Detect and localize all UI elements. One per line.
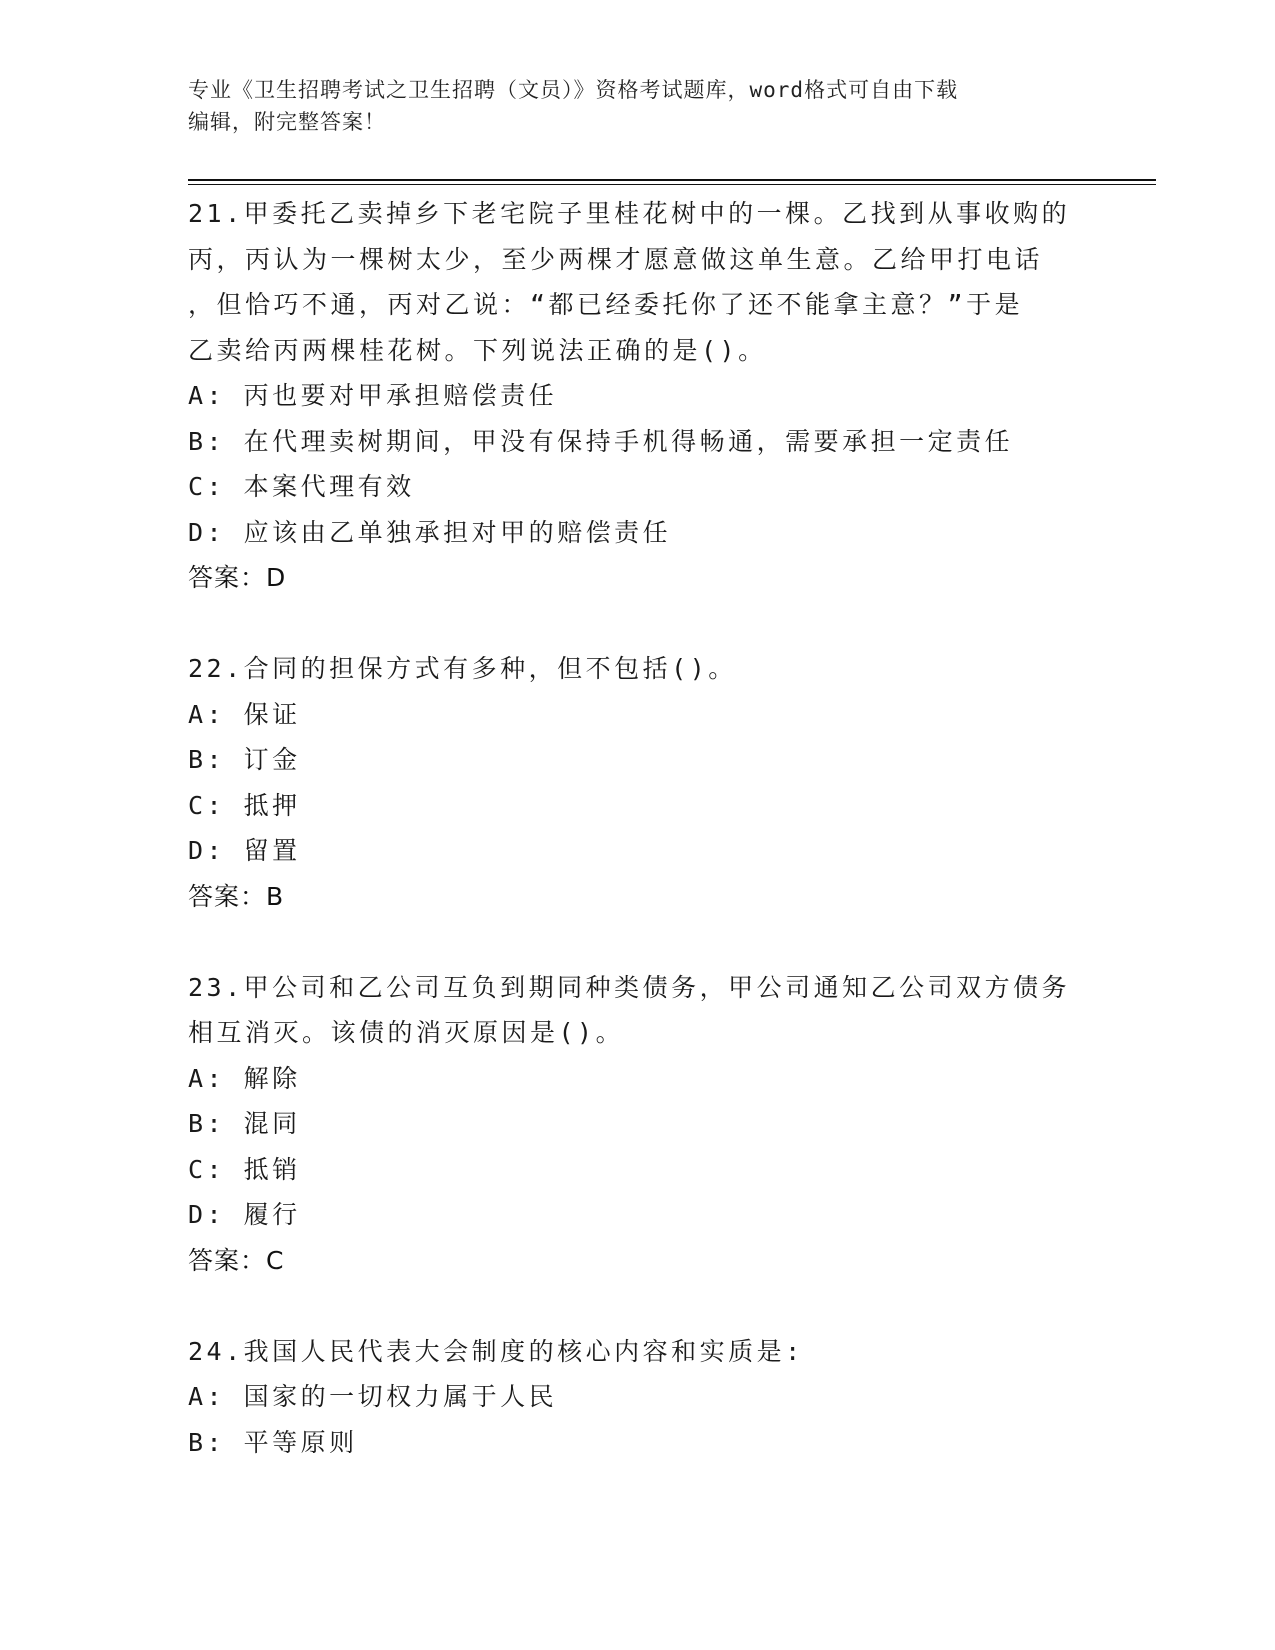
document-header bbox=[188, 74, 1088, 138]
option-key: C: bbox=[188, 790, 226, 820]
option-a bbox=[188, 373, 1088, 419]
option-text: 平等原则 bbox=[243, 1427, 358, 1457]
header-line-2: 编辑，附完整答案！ bbox=[188, 110, 386, 134]
option-key: B: bbox=[188, 426, 226, 456]
question-stem-line: 相互消灭。该债的消灭原因是()。 bbox=[188, 1018, 625, 1047]
question-stem-line: 21.甲委托乙卖掉乡下老宅院子里桂花树中的一棵。乙找到从事收购的 bbox=[188, 199, 1071, 228]
option-text: 国家的一切权力属于人民 bbox=[243, 1382, 558, 1411]
question-stem-line: 24.我国人民代表大会制度的核心内容和实质是: bbox=[188, 1336, 804, 1366]
question-spacer bbox=[188, 919, 1088, 965]
question-list bbox=[188, 191, 1088, 1465]
option-text: 在代理卖树期间，甲没有保持手机得畅通，需要承担一定责任 bbox=[243, 426, 1014, 456]
option-text: 抵销 bbox=[243, 1154, 301, 1184]
answer-line: 答案：B bbox=[188, 881, 285, 911]
option-key: B: bbox=[188, 1109, 226, 1138]
question-24 bbox=[188, 1329, 1088, 1466]
option-c bbox=[188, 783, 1088, 829]
option-key: C: bbox=[188, 472, 226, 501]
option-key: D: bbox=[188, 1200, 226, 1229]
question-21 bbox=[188, 191, 1088, 601]
option-text: 保证 bbox=[243, 699, 301, 729]
option-a bbox=[188, 1374, 1088, 1420]
option-text: 抵押 bbox=[243, 790, 301, 820]
option-d bbox=[188, 828, 1088, 874]
answer-line: 答案：D bbox=[188, 563, 287, 592]
question-spacer bbox=[188, 601, 1088, 647]
option-c bbox=[188, 464, 1088, 510]
option-key: A: bbox=[188, 1063, 226, 1093]
option-key: B: bbox=[188, 745, 226, 774]
question-22 bbox=[188, 646, 1088, 919]
question-stem-line: 丙，丙认为一棵树太少，至少两棵才愿意做这单生意。乙给甲打电话 bbox=[188, 244, 1044, 274]
question-23 bbox=[188, 965, 1088, 1284]
option-b bbox=[188, 419, 1088, 465]
option-key: A: bbox=[188, 1382, 226, 1411]
option-key: B: bbox=[188, 1427, 226, 1457]
option-b bbox=[188, 1101, 1088, 1147]
option-b bbox=[188, 737, 1088, 783]
question-stem-line: 乙卖给丙两棵桂花树。下列说法正确的是()。 bbox=[188, 335, 767, 365]
option-key: A: bbox=[188, 699, 226, 729]
header-line-1: 专业《卫生招聘考试之卫生招聘（文员）》资格考试题库，word格式可自由下载 bbox=[188, 78, 959, 102]
option-a bbox=[188, 692, 1088, 738]
option-d bbox=[188, 510, 1088, 556]
option-text: 混同 bbox=[243, 1109, 301, 1138]
option-text: 订金 bbox=[243, 745, 301, 774]
header-rule-thin bbox=[188, 184, 1156, 185]
option-key: D: bbox=[188, 517, 226, 547]
question-stem-line: ，但恰巧不通，丙对乙说：“都已经委托你了还不能拿主意？”于是 bbox=[188, 290, 1024, 319]
question-stem-line: 22.合同的担保方式有多种，但不包括()。 bbox=[188, 654, 737, 683]
option-key: A: bbox=[188, 381, 226, 410]
question-stem-line: 23.甲公司和乙公司互负到期同种类债务，甲公司通知乙公司双方债务 bbox=[188, 972, 1071, 1002]
option-text: 解除 bbox=[243, 1063, 301, 1093]
option-c bbox=[188, 1147, 1088, 1193]
option-text: 履行 bbox=[243, 1200, 301, 1229]
option-text: 留置 bbox=[243, 836, 301, 865]
question-spacer bbox=[188, 1283, 1088, 1329]
option-key: C: bbox=[188, 1154, 226, 1184]
option-text: 本案代理有效 bbox=[243, 472, 415, 501]
option-b bbox=[188, 1420, 1088, 1466]
option-text: 应该由乙单独承担对甲的赔偿责任 bbox=[243, 517, 672, 547]
option-a bbox=[188, 1056, 1088, 1102]
option-d bbox=[188, 1192, 1088, 1238]
option-key: D: bbox=[188, 836, 226, 865]
answer-line: 答案：C bbox=[188, 1245, 285, 1275]
header-rule-thick bbox=[188, 179, 1156, 181]
option-text: 丙也要对甲承担赔偿责任 bbox=[243, 381, 558, 410]
